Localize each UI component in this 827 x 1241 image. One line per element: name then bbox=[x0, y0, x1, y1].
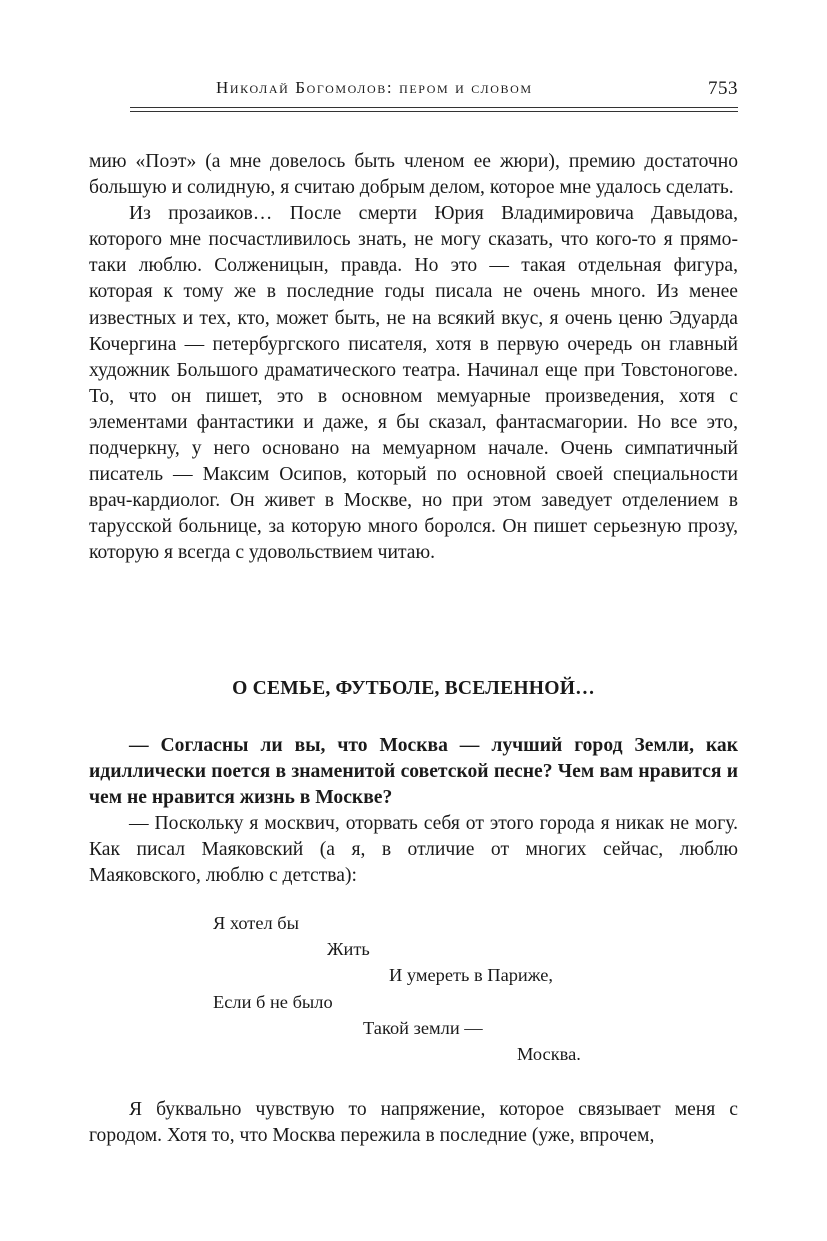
header-rule-top bbox=[130, 107, 738, 108]
header-rule-bottom bbox=[130, 111, 738, 112]
verse-line: И умереть в Париже, bbox=[389, 965, 553, 985]
interview-answer: — Поскольку я москвич, оторвать себя от этого города я никак не могу. Как писал Маяковский (а я, в отличие от многих сейчас, люблю Маяковского, люблю с детства): bbox=[89, 813, 738, 887]
body-text-bottom bbox=[89, 1097, 738, 1149]
running-head bbox=[130, 78, 738, 104]
interview-question: — Согласны ли вы, что Москва — лучший город Земли, как идиллически поется в знаменитой советской песне? Чем вам нравится и чем не нравится жизнь в Москве? bbox=[89, 735, 738, 809]
page-number: 753 bbox=[708, 78, 738, 99]
body-text-top bbox=[89, 149, 738, 567]
paragraph-continued: мию «Поэт» (а мне довелось быть членом ее жюри), премию достаточно большую и солидную, я считаю добрым делом, которое мне удалось сделать. bbox=[89, 151, 738, 199]
verse-line: Жить bbox=[327, 939, 370, 959]
interview-block bbox=[89, 733, 738, 890]
verse-line: Москва. bbox=[517, 1044, 581, 1064]
running-title: Николай Богомолов: пером и словом bbox=[216, 78, 533, 97]
paragraph-prose-writers: Из прозаиков… После смерти Юрия Владимировича Давыдова, которого мне посчастливилось знать, не могу сказать, что кого-то я прямо-таки люблю. Солженицын, правда. Но это — такая отдельная фигура, которая к тому же в последние годы писала не очень много. Из менее известных и тех, кто, может быть, не на всякий вкус, я очень ценю Эдуарда Кочергина — петербургского писателя, хотя в первую очередь он главный художник Большого драматического театра. Начинал еще при Товстоногове. То, что он пишет, это в основном мемуарные произведения, хотя с элементами фантастики и даже, я бы сказал, фантасмагории. Но все это, подчеркну, у него основано на мемуарном начале. Очень симпатичный писатель — Максим Осипов, который по основной своей специальности врач-кардиолог. Он живет в Москве, но при этом заведует отделением в тарусской больнице, за которую много боролся. Он пишет серьезную прозу, которую я всегда с удовольствием читаю. bbox=[89, 203, 738, 564]
verse-line: Такой земли — bbox=[363, 1018, 483, 1038]
verse-line: Если б не было bbox=[213, 992, 333, 1012]
section-heading: О СЕМЬЕ, ФУТБОЛЕ, ВСЕЛЕННОЙ… bbox=[232, 678, 595, 699]
verse-line: Я хотел бы bbox=[213, 913, 299, 933]
paragraph-city-tension: Я буквально чувствую то напряжение, которое связывает меня с городом. Хотя то, что Москва пережила в последние (уже, впрочем, bbox=[89, 1099, 738, 1147]
